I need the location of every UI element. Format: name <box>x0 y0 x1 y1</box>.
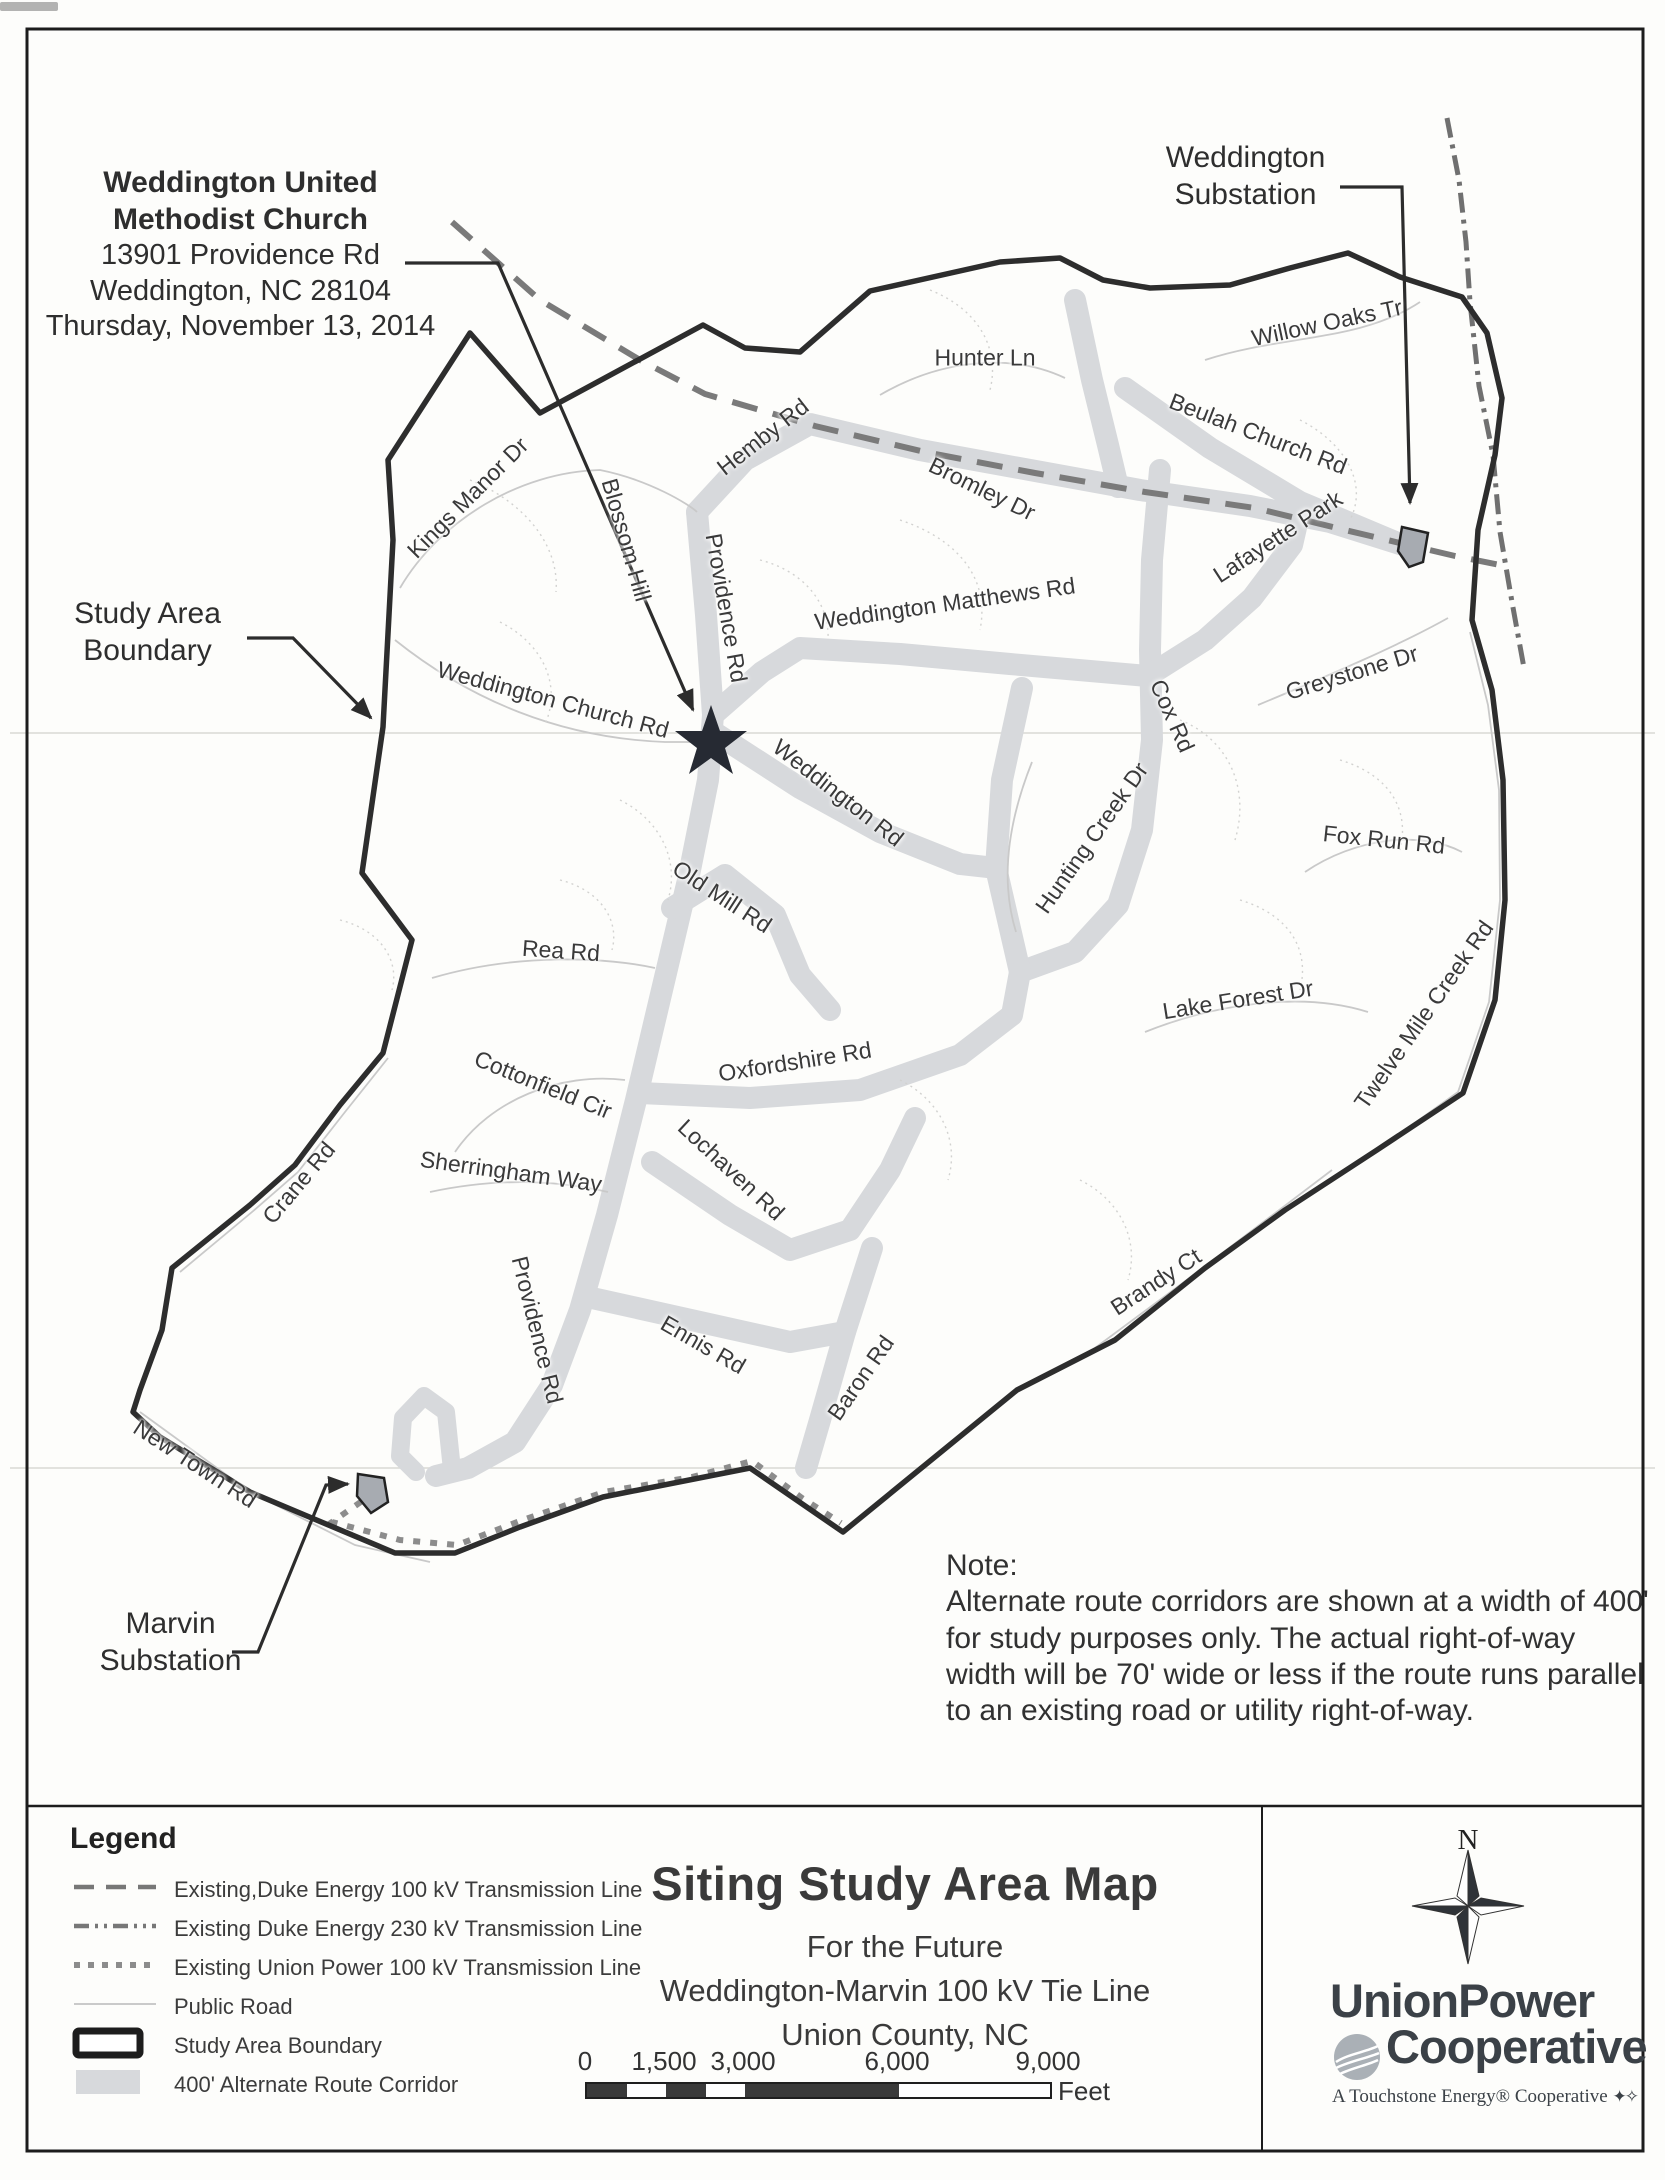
scale-bar-segment <box>899 2084 1050 2097</box>
church-annotation <box>28 165 453 344</box>
weddington-substation-label <box>1118 140 1373 213</box>
scale-tick-9000: 9,000 <box>1015 2046 1081 2076</box>
note-heading: Note: <box>946 1549 1018 1582</box>
road-label-hunting-creek-dr: Hunting Creek Dr <box>1029 757 1154 918</box>
road-label-new-town-rd: New Town Rd <box>128 1414 262 1514</box>
scale-bar-segment <box>745 2084 899 2097</box>
scale-tick-0: 0 <box>577 2046 593 2076</box>
tagline-text: A Touchstone Energy® Cooperative <box>1332 2086 1608 2107</box>
road-label-baron-rd: Baron Rd <box>822 1330 900 1425</box>
road-label-old-mill-rd: Old Mill Rd <box>668 855 777 939</box>
road-label-lake-forest-dr: Lake Forest Dr <box>1160 974 1316 1025</box>
church-address-line3: Thursday, November 13, 2014 <box>45 309 436 342</box>
road-label-cottonfield-cir: Cottonfield Cir <box>470 1045 616 1124</box>
touchstone-tagline <box>1332 2086 1637 2108</box>
road-label-beulah-church-rd: Beulah Church Rd <box>1165 387 1351 480</box>
road-label-rea-rd: Rea Rd <box>521 934 601 967</box>
road-label-kings-manor-dr: Kings Manor Dr <box>401 431 534 564</box>
map-subtitle-1: For the Future <box>806 1929 1004 1964</box>
road-label-weddington-matthews-rd: Weddington Matthews Rd <box>812 572 1077 635</box>
road-label-hunter-ln: Hunter Ln <box>934 344 1036 371</box>
church-title-line2: Methodist Church <box>113 202 368 236</box>
duke-230kv-line <box>1447 118 1524 668</box>
road-label-cox-rd: Cox Rd <box>1144 675 1200 757</box>
legend-symbol-thin <box>70 1988 162 2020</box>
map-subtitle-3: Union County, NC <box>781 2017 1029 2053</box>
legend-item <box>70 1870 643 1909</box>
road-label-providence-rd: Providence Rd <box>700 531 753 685</box>
study-area-boundary-label-line2: Boundary <box>83 633 212 667</box>
legend-item <box>70 1987 570 2026</box>
scale-tick-6000: 6,000 <box>864 2046 930 2076</box>
road-label-bromley-dr: Bromley Dr <box>924 451 1040 526</box>
scale-bar-segment <box>587 2084 627 2097</box>
marvin-substation-label <box>58 1606 283 1679</box>
marvin-substation-label-line2: Substation <box>99 1643 242 1677</box>
note-body: Alternate route corridors are shown at a width of 400' for study purposes only. The actual right-of-way width will be 70' wide or less if the route runs parallel to an existing road or utility right-of-way. <box>946 1585 1649 1728</box>
road-label-hemby-rd: Hemby Rd <box>711 392 814 481</box>
road-label-ennis-rd: Ennis Rd <box>656 1309 751 1380</box>
weddington-substation-label-line1: Weddington <box>1165 141 1326 174</box>
road-label-sherringham-way: Sherringham Way <box>418 1145 604 1198</box>
legend-item-label: Existing Union Power 100 kV Transmission Line <box>174 1954 642 1980</box>
scale-bar-segment <box>706 2084 746 2097</box>
scale-bar-segment <box>666 2084 706 2097</box>
scale-bar-segment <box>627 2084 667 2097</box>
logo-line1: UnionPower <box>1330 1974 1595 2027</box>
legend-item-label: Public Road <box>174 1993 293 2019</box>
church-title-line1: Weddington United <box>103 166 378 199</box>
road-label-lafayette-park: Lafayette Park <box>1208 485 1348 588</box>
logo-line2: Cooperative <box>1386 2020 1647 2074</box>
legend-item <box>70 1948 642 1987</box>
weddington-substation-callout-line <box>1340 187 1410 503</box>
scale-bar <box>585 2082 1052 2099</box>
map-subtitle-2: Weddington-Marvin 100 kV Tie Line <box>659 1973 1151 2009</box>
road-label-weddington-church-rd: Weddington Church Rd <box>434 656 672 743</box>
road-label-twelve-mile-creek-rd: Twelve Mile Creek Rd <box>1348 915 1499 1114</box>
scale-bar-unit: Feet <box>1058 2076 1111 2106</box>
study-area-boundary-label <box>40 596 255 669</box>
north-label: N <box>1457 1824 1479 1856</box>
road-label-blossom-hill: Blossom Hill <box>596 475 657 605</box>
note-block <box>946 1548 1652 1729</box>
road-label-greystone-dr: Greystone Dr <box>1282 640 1422 705</box>
legend-symbol-dots <box>70 1949 162 1981</box>
legend-item-label: Study Area Boundary <box>174 2032 382 2058</box>
road-label-weddington-rd: Weddington Rd <box>768 733 909 852</box>
marvin-substation-label-line1: Marvin <box>125 1607 216 1640</box>
union-power-logo <box>1330 1974 1647 2074</box>
study-area-callout-line <box>247 638 371 718</box>
weddington-substation-label-line2: Substation <box>1174 177 1317 211</box>
weddington-substation-marker <box>1398 527 1428 567</box>
legend-item-label: Existing Duke Energy 230 kV Transmission Line <box>174 1915 643 1941</box>
scale-tick-3000: 3,000 <box>710 2046 776 2076</box>
legend-item <box>70 1909 643 1948</box>
legend-symbol-dash-long <box>70 1871 162 1903</box>
marvin-substation-marker <box>357 1474 388 1513</box>
study-area-boundary-label-line1: Study Area <box>74 597 221 630</box>
road-label-willow-oaks-tr: Willow Oaks Tr <box>1249 293 1405 352</box>
road-label-oxfordshire-rd: Oxfordshire Rd <box>716 1036 874 1087</box>
legend-symbol-dash-dot-dot <box>70 1910 162 1942</box>
north-arrow-icon <box>1412 1850 1524 1964</box>
road-label-fox-run-rd: Fox Run Rd <box>1321 820 1447 859</box>
road-label-providence-rd: Providence Rd <box>506 1253 569 1407</box>
road-label-lochaven-rd: Lochaven Rd <box>672 1113 790 1226</box>
church-address-line1: 13901 Providence Rd <box>101 239 380 272</box>
legend-title: Legend <box>70 1822 177 1855</box>
road-label-crane-rd: Crane Rd <box>257 1136 341 1229</box>
road-label-brandy-ct: Brandy Ct <box>1105 1242 1206 1321</box>
church-address-line2: Weddington, NC 28104 <box>90 274 391 307</box>
map-title-block <box>560 1856 1250 2057</box>
touchstone-mark-icon: ✦✧ <box>1612 2087 1637 2106</box>
legend-item-label: 400' Alternate Route Corridor <box>174 2071 459 2097</box>
scale-tick-1500: 1,500 <box>631 2046 697 2076</box>
legend-item-label: Existing,Duke Energy 100 kV Transmission Line <box>174 1876 643 1902</box>
map-title: Siting Study Area Map <box>651 1857 1159 1910</box>
